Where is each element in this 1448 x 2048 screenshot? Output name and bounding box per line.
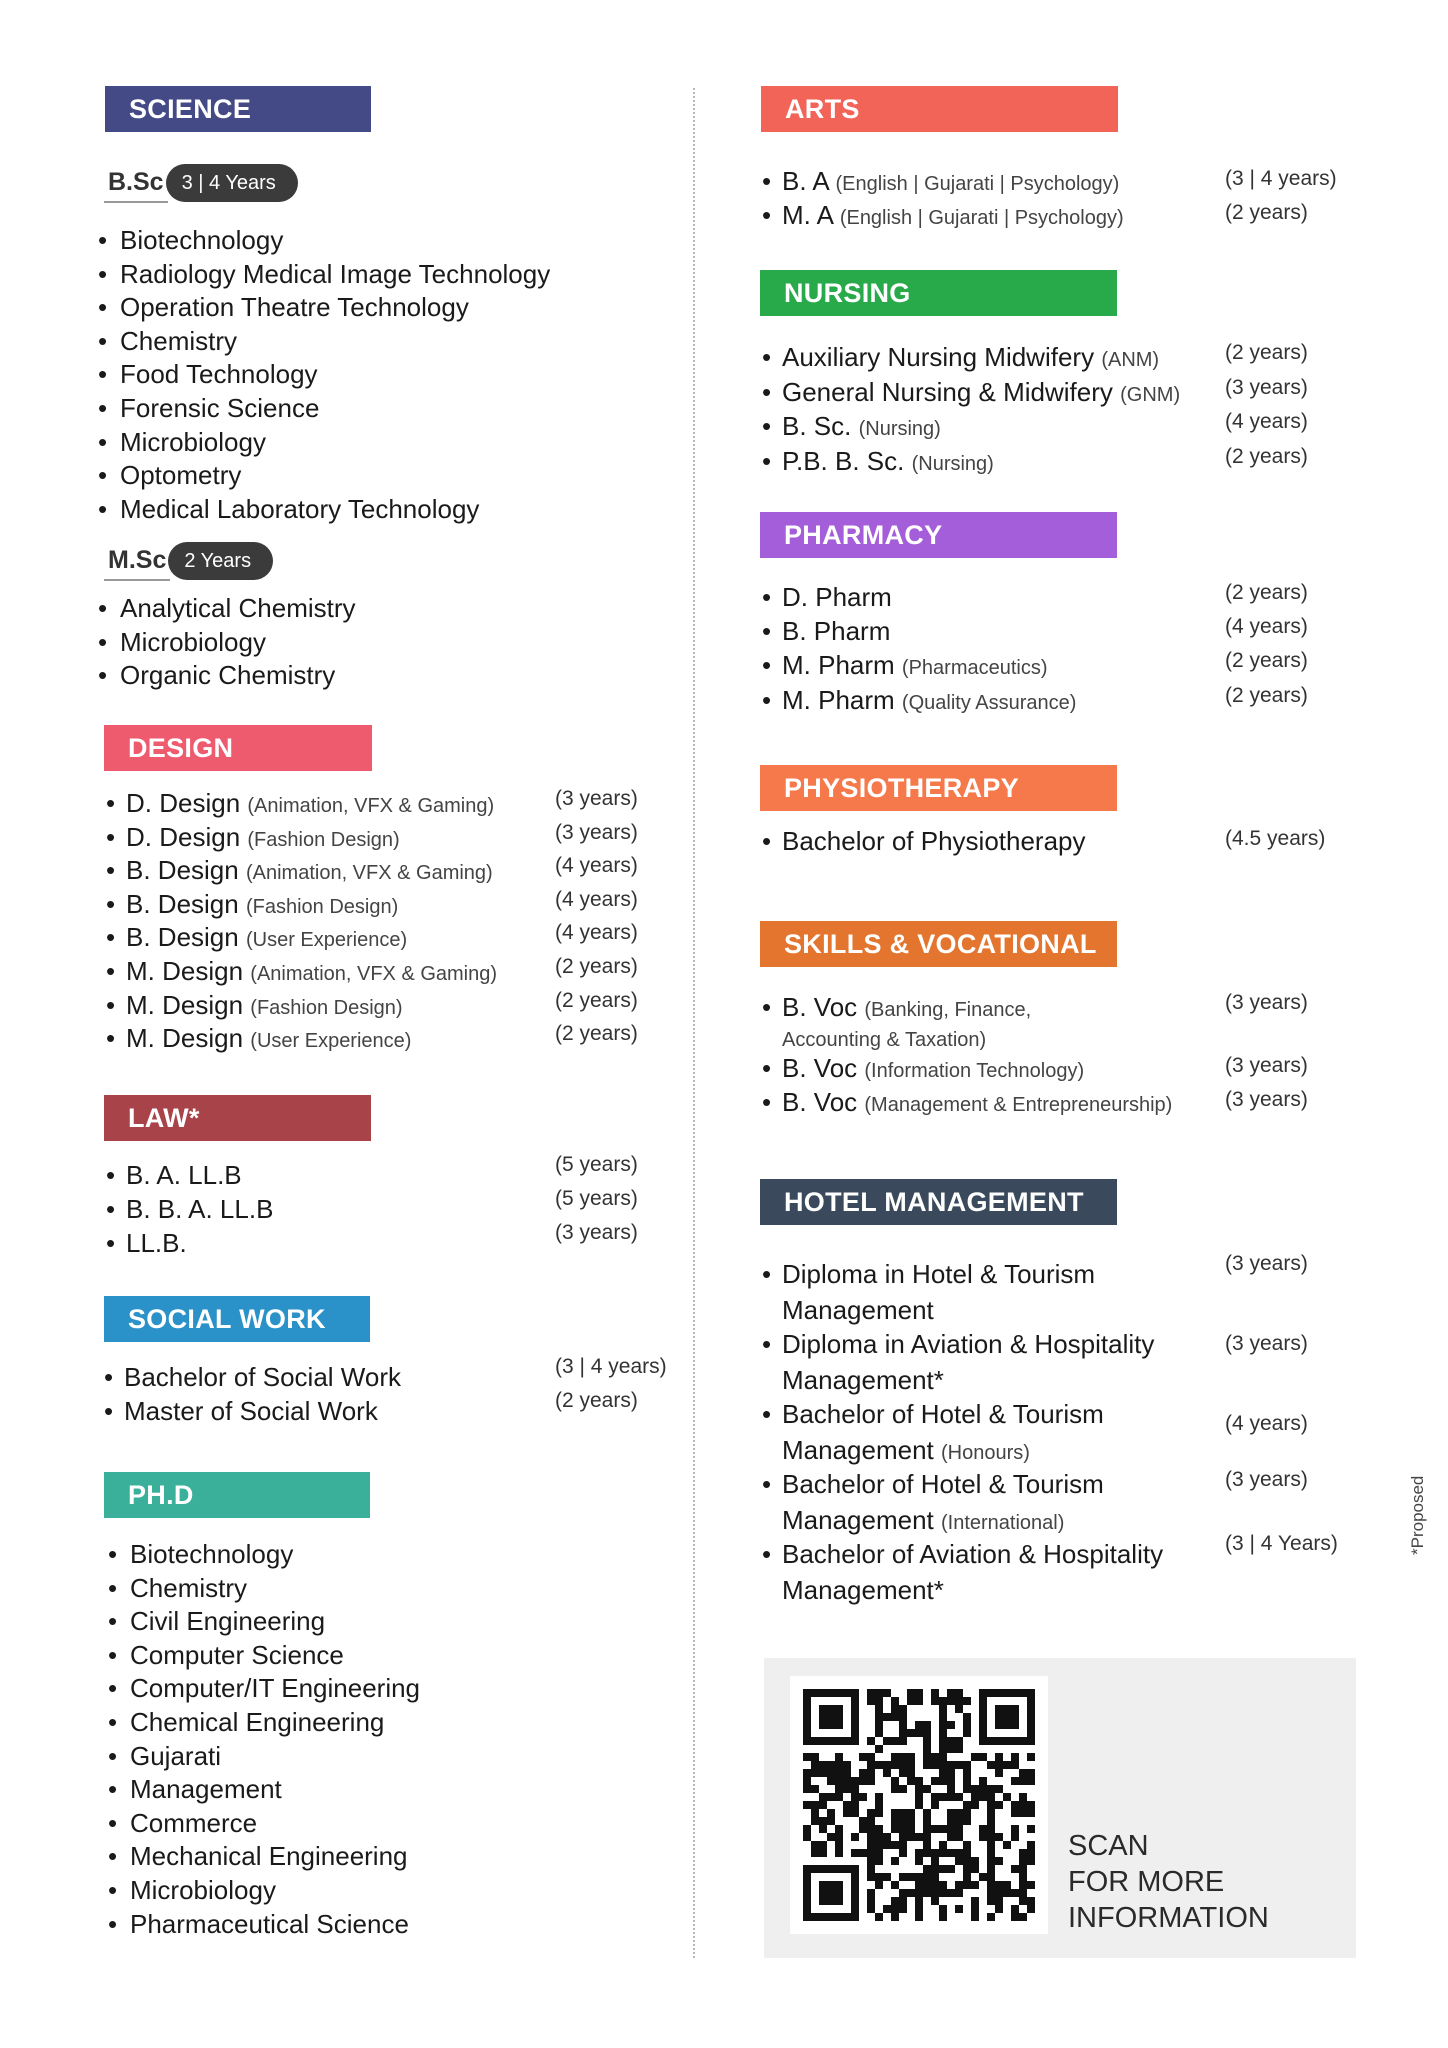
course-duration: (3 years)	[555, 820, 638, 844]
course-text-line2	[782, 1363, 944, 1397]
bullet: •	[762, 1469, 772, 1499]
course-duration: (3 years)	[1225, 1088, 1308, 1111]
course-name: B. Design	[126, 922, 239, 953]
list-item: • Gujarati	[108, 1740, 420, 1774]
course-text	[782, 340, 1159, 377]
course-duration: (4 years)	[1225, 1412, 1308, 1435]
course-text	[782, 1085, 1172, 1122]
list-item: • Chemistry	[98, 325, 550, 359]
course-detail: (ANM)	[1101, 349, 1160, 371]
course-duration: (2 years)	[555, 988, 638, 1012]
course-text	[782, 375, 1180, 412]
course-name: M. Design	[126, 956, 244, 986]
msc-name: M.Sc	[104, 541, 170, 581]
course-duration: (3 years)	[1225, 1332, 1308, 1355]
msc-heading	[104, 542, 273, 580]
course-duration: (2 years)	[1225, 649, 1308, 673]
list-item: • Medical Laboratory Technology	[98, 493, 550, 527]
course-detail: (User Experience)	[250, 1030, 412, 1053]
bullet: •	[762, 826, 772, 856]
bullet: •	[762, 166, 772, 196]
list-item: • Chemistry	[108, 1572, 420, 1606]
course-text	[782, 683, 1076, 720]
list-item: • Organic Chemistry	[98, 659, 356, 693]
course-duration: (3 years)	[1225, 1054, 1308, 1077]
nursing-header: NURSING	[760, 270, 1117, 316]
course-duration: (2 years)	[555, 1022, 638, 1046]
list-item: • Civil Engineering	[108, 1605, 420, 1639]
course-name-cont: Management*	[782, 1575, 944, 1605]
bsc-heading	[104, 164, 298, 202]
bullet: •	[106, 989, 116, 1020]
bullet: •	[104, 1362, 114, 1392]
list-item: • Chemical Engineering	[108, 1706, 420, 1740]
social-work-header: SOCIAL WORK	[104, 1296, 370, 1342]
course-name-cont: Management	[782, 1435, 934, 1465]
list-item: • Biotechnology	[98, 224, 550, 258]
course-duration: (3 years)	[1225, 1468, 1308, 1491]
course-detail: (Animation, VFX & Gaming)	[245, 862, 493, 885]
scan-line-3: INFORMATION	[1068, 1902, 1269, 1934]
course-duration: (3 years)	[1225, 991, 1308, 1014]
course-text	[782, 1257, 1095, 1291]
bullet: •	[762, 1259, 772, 1289]
list-item: • Microbiology	[108, 1874, 420, 1908]
course-text	[126, 954, 497, 991]
course-text	[782, 1397, 1104, 1431]
course-detail: (Fashion Design)	[250, 996, 403, 1019]
course-text	[782, 614, 890, 648]
course-text	[126, 820, 400, 857]
course-detail: (Pharmaceutics)	[901, 657, 1048, 680]
course-name: B. Voc	[782, 992, 858, 1022]
course-text-line2	[782, 1573, 944, 1607]
course-name: B. Voc	[782, 1087, 858, 1117]
bullet: •	[762, 200, 772, 230]
bullet: •	[762, 616, 772, 647]
course-name: M. Design	[126, 989, 244, 1020]
course-text	[126, 786, 494, 823]
course-name: Master of Social Work	[124, 1396, 378, 1426]
bullet: •	[762, 445, 772, 476]
course-duration: (2 years)	[1225, 683, 1308, 707]
bullet: •	[762, 1399, 772, 1429]
course-detail: (Banking, Finance,	[864, 999, 1032, 1021]
bullet: •	[762, 1087, 772, 1117]
science-header: SCIENCE	[105, 86, 371, 132]
course-detail: (English | Gujarati | Psychology)	[839, 207, 1124, 229]
bullet: •	[106, 788, 116, 818]
course-text-line2	[782, 1293, 934, 1327]
course-text	[782, 824, 1086, 858]
course-text	[124, 1360, 401, 1394]
list-item: • Microbiology	[98, 426, 550, 460]
list-item: • Computer/IT Engineering	[108, 1672, 420, 1706]
course-text-line2	[782, 1503, 1064, 1540]
list-item: • Optometry	[98, 459, 550, 493]
bullet: •	[762, 1539, 772, 1569]
list-item: • Mechanical Engineering	[108, 1840, 420, 1874]
course-name: M. Pharm	[782, 650, 895, 681]
course-duration: (3 | 4 years)	[555, 1355, 667, 1378]
course-name: LL.B.	[126, 1228, 187, 1258]
bsc-name: B.Sc	[104, 163, 168, 203]
course-name: D. Pharm	[782, 582, 892, 612]
bullet: •	[762, 411, 772, 442]
course-name: Diploma in Hotel & Tourism	[782, 1259, 1096, 1289]
course-name: M. Pharm	[782, 684, 895, 715]
course-name: Diploma in Aviation & Hospitality	[782, 1329, 1155, 1359]
course-name: Bachelor of Hotel & Tourism	[782, 1469, 1104, 1499]
bullet: •	[106, 1023, 116, 1054]
course-name: B. Voc	[782, 1053, 858, 1083]
list-item: • Management	[108, 1773, 420, 1807]
course-name-cont: Accounting & Taxation)	[782, 1029, 987, 1051]
list-item: • Radiology Medical Image Technology	[98, 258, 550, 292]
course-name: M. A	[782, 200, 833, 230]
course-detail: (Animation, VFX & Gaming)	[247, 795, 495, 817]
course-duration: (4 years)	[555, 921, 638, 945]
course-detail: (Information Technology)	[864, 1060, 1085, 1082]
bullet: •	[106, 888, 116, 919]
bsc-duration-pill: 3 | 4 Years	[166, 164, 298, 202]
course-text	[126, 887, 398, 924]
hotel-header: HOTEL MANAGEMENT	[760, 1179, 1117, 1225]
course-text	[126, 1226, 187, 1260]
course-text	[782, 1327, 1154, 1361]
bullet: •	[762, 992, 772, 1022]
course-duration: (5 years)	[555, 1187, 638, 1210]
course-detail: (International)	[941, 1512, 1065, 1534]
course-name: B. Design	[126, 888, 239, 919]
course-text	[782, 1467, 1104, 1501]
course-text	[126, 988, 403, 1025]
bullet: •	[106, 1194, 116, 1224]
course-detail: (Fashion Design)	[247, 828, 400, 851]
arts-header: ARTS	[761, 86, 1118, 132]
course-text	[782, 409, 941, 446]
skills-header: SKILLS & VOCATIONAL	[760, 921, 1117, 967]
course-duration: (4 years)	[1225, 410, 1308, 434]
course-duration: (2 years)	[1225, 201, 1308, 224]
column-divider	[693, 88, 695, 1958]
course-name-cont: Management	[782, 1295, 934, 1325]
course-detail: (Animation, VFX & Gaming)	[250, 963, 498, 985]
list-item: • Analytical Chemistry	[98, 592, 356, 626]
bullet: •	[762, 684, 772, 715]
bullet: •	[106, 855, 116, 886]
course-detail: (User Experience)	[245, 929, 408, 952]
bullet: •	[106, 922, 116, 953]
course-detail: (Honours)	[941, 1442, 1030, 1464]
list-item: • Forensic Science	[98, 392, 550, 426]
course-name: B. Design	[126, 855, 239, 886]
course-text	[126, 1192, 273, 1226]
course-name: M. Design	[126, 1023, 244, 1054]
course-name: B. Pharm	[782, 616, 891, 647]
course-text	[782, 648, 1048, 685]
bullet: •	[106, 1160, 116, 1190]
course-detail: (Nursing)	[858, 418, 941, 441]
course-name: Bachelor of Hotel & Tourism	[782, 1399, 1104, 1429]
course-detail: (Quality Assurance)	[901, 691, 1077, 714]
course-text-line2	[782, 1433, 1030, 1470]
course-detail: (GNM)	[1120, 383, 1181, 406]
course-name: General Nursing & Midwifery	[782, 376, 1113, 407]
course-name: B. A	[782, 166, 829, 196]
scan-text	[1068, 1828, 1269, 1936]
course-text	[782, 1537, 1163, 1571]
bullet: •	[762, 650, 772, 681]
course-detail: (Fashion Design)	[245, 895, 399, 918]
course-duration: (3 years)	[1225, 375, 1308, 399]
course-name: Auxiliary Nursing Midwifery	[782, 342, 1095, 372]
course-detail: (Nursing)	[911, 452, 994, 475]
course-name: Bachelor of Social Work	[124, 1362, 401, 1392]
phd-header: PH.D	[104, 1472, 370, 1518]
course-duration: (4.5 years)	[1225, 827, 1326, 850]
bullet: •	[762, 1053, 772, 1083]
list-item: • Operation Theatre Technology	[98, 291, 550, 325]
list-item: • Biotechnology	[108, 1538, 420, 1572]
course-name: B. A. LL.B	[126, 1160, 242, 1190]
bullet: •	[762, 376, 772, 407]
course-duration: (2 years)	[1225, 444, 1308, 468]
course-duration: (2 years)	[555, 1389, 638, 1412]
course-name: B. Sc.	[782, 411, 852, 442]
course-duration: (5 years)	[555, 1153, 638, 1176]
course-text	[782, 198, 1124, 235]
course-duration: (4 years)	[1225, 615, 1308, 639]
design-header: DESIGN	[104, 725, 372, 771]
list-item: • Microbiology	[98, 626, 356, 660]
course-duration: (2 years)	[1225, 581, 1308, 604]
bullet: •	[104, 1396, 114, 1426]
bullet: •	[106, 1228, 116, 1258]
course-text	[124, 1394, 378, 1428]
course-duration: (3 | 4 years)	[1225, 167, 1337, 190]
bullet: •	[762, 582, 772, 612]
course-detail: (English | Gujarati | Psychology)	[835, 173, 1120, 195]
bullet: •	[106, 821, 116, 852]
course-name: D. Design	[126, 788, 241, 818]
physiotherapy-header: PHYSIOTHERAPY	[760, 765, 1117, 811]
course-text	[782, 1051, 1084, 1088]
list-item: • Commerce	[108, 1807, 420, 1841]
phd-list	[108, 1538, 420, 1941]
scan-line-2: FOR MORE	[1068, 1866, 1225, 1898]
bullet: •	[762, 1329, 772, 1359]
course-text	[782, 444, 994, 481]
course-text	[782, 164, 1119, 201]
course-name: D. Design	[126, 821, 241, 852]
course-name: Bachelor of Aviation & Hospitality	[782, 1539, 1164, 1569]
course-duration: (4 years)	[555, 887, 638, 911]
course-name: P.B. B. Sc.	[782, 445, 905, 476]
course-duration: (3 years)	[555, 1221, 638, 1244]
course-name: Bachelor of Physiotherapy	[782, 826, 1086, 856]
course-text	[126, 1021, 411, 1058]
bullet: •	[762, 342, 772, 372]
course-text	[782, 580, 892, 614]
scan-line-1: SCAN	[1068, 1830, 1149, 1862]
course-text	[126, 853, 493, 890]
course-duration: (2 years)	[1225, 341, 1308, 364]
list-item: • Computer Science	[108, 1639, 420, 1673]
pharmacy-header: PHARMACY	[760, 512, 1117, 558]
bsc-list	[98, 224, 550, 526]
course-text	[126, 1158, 242, 1192]
msc-list	[98, 592, 356, 693]
law-header: LAW*	[104, 1095, 371, 1141]
course-duration: (3 years)	[555, 787, 638, 810]
proposed-footnote: *Proposed	[1408, 1475, 1427, 1555]
bullet: •	[106, 956, 116, 986]
course-detail: (Management & Entrepreneurship)	[864, 1094, 1173, 1116]
course-text	[126, 920, 407, 957]
course-name: B. B. A. LL.B	[126, 1194, 274, 1224]
list-item: • Food Technology	[98, 358, 550, 392]
list-item: • Pharmaceutical Science	[108, 1908, 420, 1942]
course-duration: (3 years)	[1225, 1252, 1308, 1275]
qr-code-icon[interactable]	[790, 1676, 1048, 1934]
course-duration: (2 years)	[555, 955, 638, 978]
msc-duration-pill: 2 Years	[168, 542, 273, 580]
course-name-cont: Management	[782, 1505, 934, 1535]
course-name-cont: Management*	[782, 1365, 944, 1395]
course-duration: (3 | 4 Years)	[1225, 1532, 1338, 1555]
course-duration: (4 years)	[555, 854, 638, 878]
